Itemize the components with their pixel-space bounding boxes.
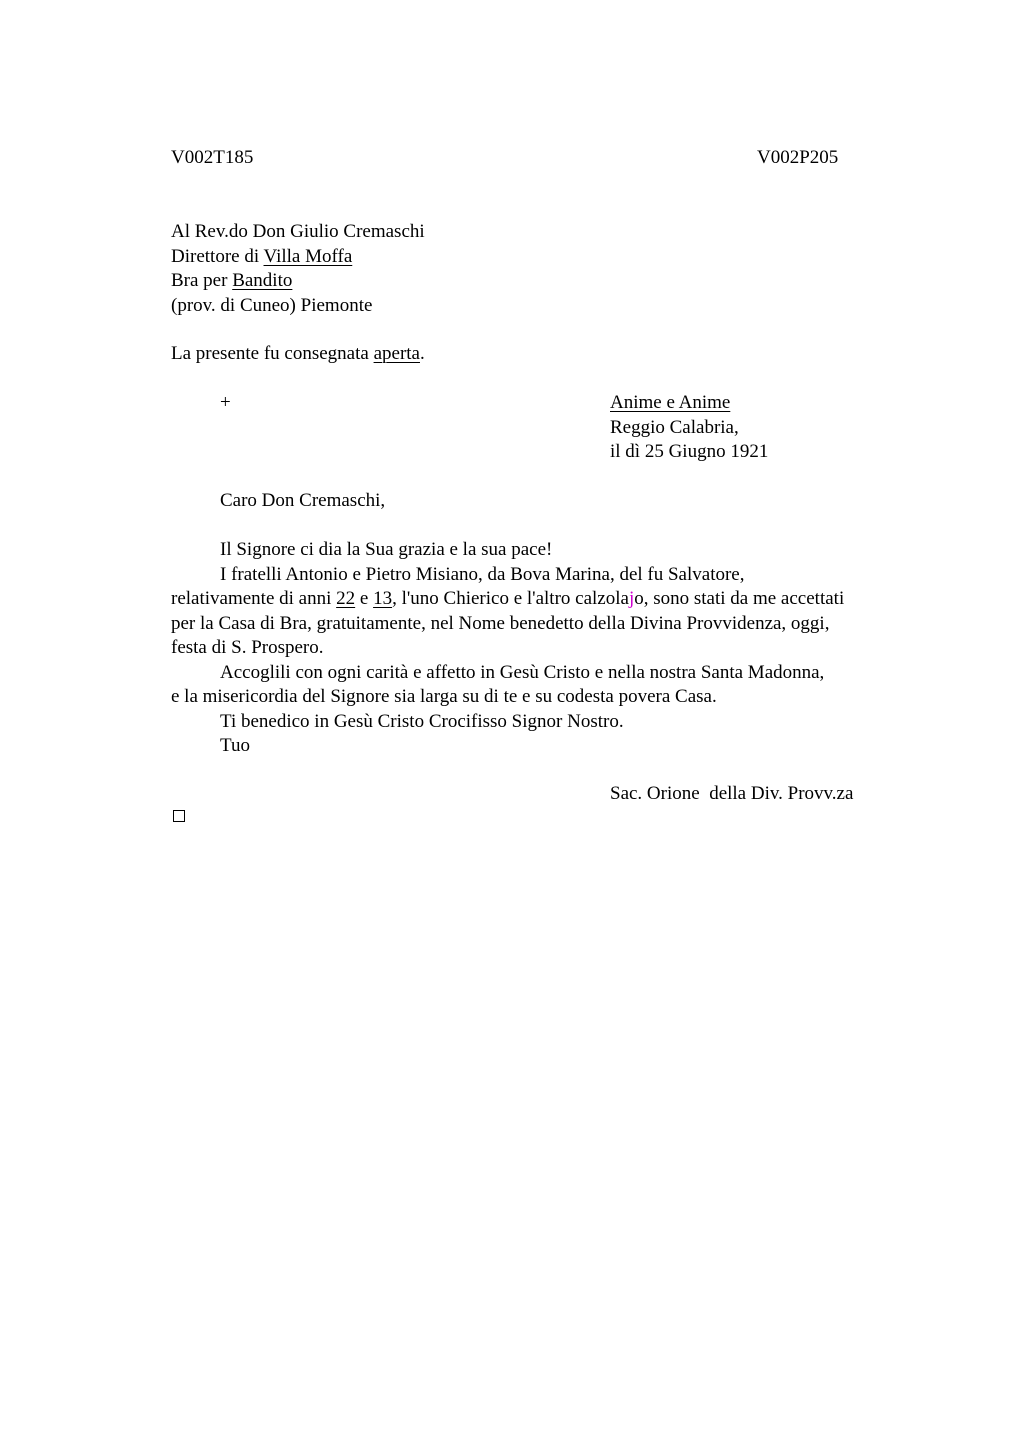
cross-symbol: + (220, 392, 231, 413)
highlighted-letter: j (628, 588, 635, 609)
address-line-recipient: Al Rev.do Don Giulio Cremaschi (171, 221, 425, 242)
body-p3: Ti benedico in Gesù Cristo Crocifisso Signor Nostro. (220, 710, 624, 732)
document-code-right: V002P205 (757, 147, 839, 168)
body-p1-line3: per la Casa di Bra, gratuitamente, nel Nome benedetto della Divina Provvidenza, oggi, (171, 612, 830, 634)
delivery-note-word: aperta (373, 343, 420, 364)
address-block (171, 220, 911, 318)
dateline-motto: Anime e Anime (610, 392, 731, 413)
age-second-brother: 13 (373, 588, 393, 609)
signature: Sac. Orione della Div. Provv.za (610, 783, 854, 804)
dateline-date: il dì 25 Giugno 1921 (610, 441, 769, 462)
address-line-province: (prov. di Cuneo) Piemonte (171, 294, 373, 316)
body-greeting: Il Signore ci dia la Sua grazia e la sua pace! (220, 539, 553, 560)
body-p1-line2 (171, 587, 911, 612)
body-p1-line2-c: , l'uno Chierico e l'altro calzola (392, 588, 629, 609)
age-first-brother: 22 (336, 588, 356, 609)
dateline-block (610, 391, 930, 465)
checkbox-square (173, 810, 185, 822)
body-p1-line2-d: o, sono stati da me accettati (634, 588, 845, 609)
body-p2-line2: e la misericordia del Signore sia larga su di te e su codesta povera Casa. (171, 686, 717, 707)
delivery-note-suffix: . (419, 343, 425, 364)
address-place-villa: Villa Moffa (263, 245, 353, 267)
body-p1-line4: festa di S. Prospero. (171, 637, 324, 658)
address-line-town-prefix: Bra per (171, 270, 233, 291)
delivery-note (171, 342, 425, 366)
address-line-town (171, 269, 911, 294)
address-line-director (171, 245, 911, 270)
dateline-place: Reggio Calabria, (610, 416, 739, 438)
address-place-bandito: Bandito (232, 270, 293, 291)
document-code-left: V002T185 (171, 147, 254, 168)
salutation: Caro Don Cremaschi, (220, 490, 386, 511)
body-closing: Tuo (220, 735, 250, 756)
body-p1-line2-b: e (355, 588, 374, 609)
address-line-director-prefix: Direttore di (171, 245, 264, 267)
body-p1-line2-a: relativamente di anni (171, 588, 337, 609)
delivery-note-prefix: La presente fu consegnata (171, 343, 374, 364)
letter-body (171, 538, 911, 759)
body-p2-line1: Accoglili con ogni carità e affetto in Gesù Cristo e nella nostra Santa Madonna, (220, 661, 825, 683)
body-p1-line1: I fratelli Antonio e Pietro Misiano, da Bova Marina, del fu Salvatore, (220, 563, 745, 585)
